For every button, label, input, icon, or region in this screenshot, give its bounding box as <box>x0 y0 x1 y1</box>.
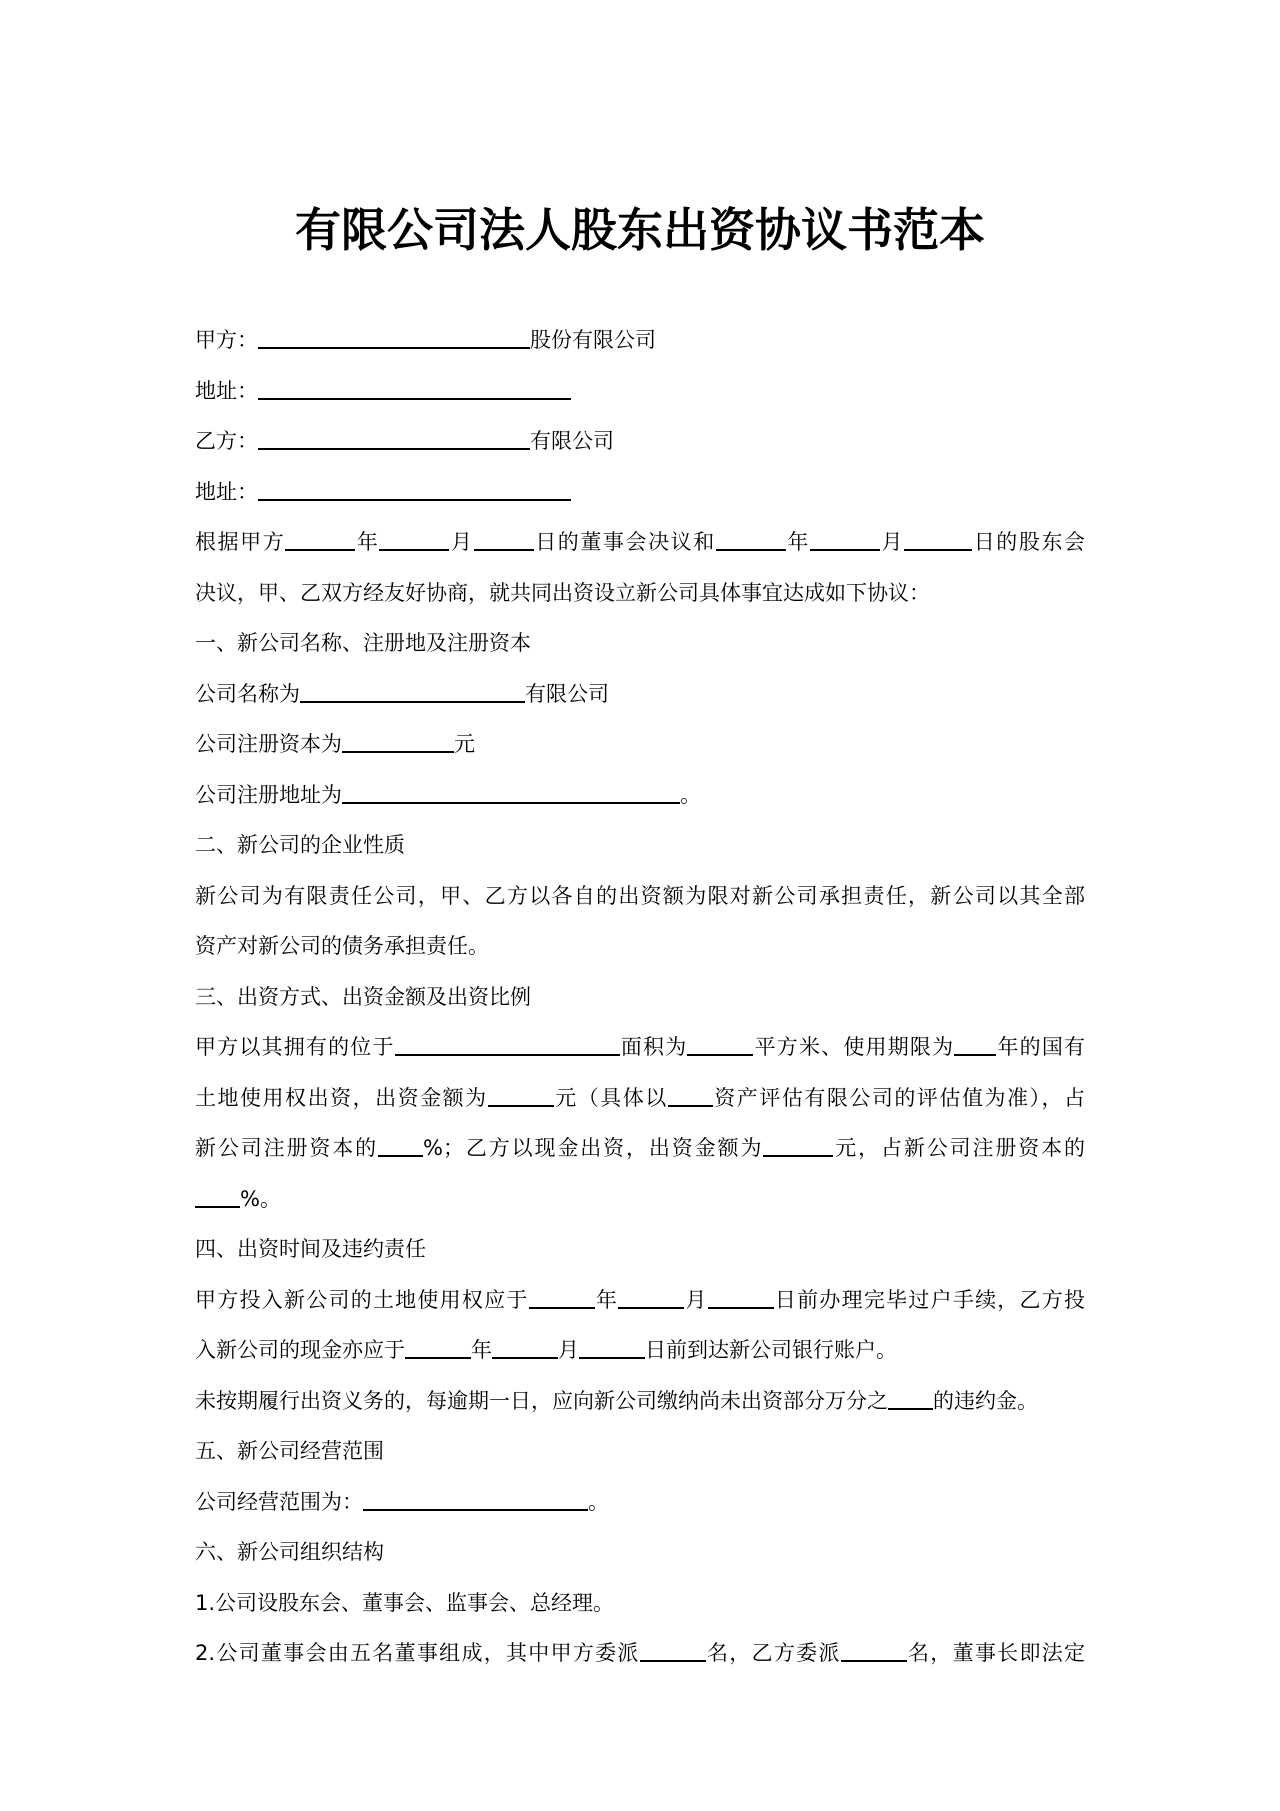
scope-suffix: 。 <box>588 1489 609 1514</box>
s3-text: 面积为 <box>619 1035 688 1059</box>
registered-capital-line <box>195 719 1085 770</box>
page-title: 有限公司法人股东出资协议书范本 <box>295 203 985 257</box>
section-5-heading: 五、新公司经营范围 <box>195 1439 384 1463</box>
land-day-blank[interactable] <box>708 1285 774 1309</box>
board-resolution-text: 日的董事会决议和 <box>533 530 716 554</box>
land-month-blank[interactable] <box>618 1285 684 1309</box>
section-3-heading: 三、出资方式、出资金额及出资比例 <box>195 984 531 1009</box>
month-label: 月 <box>684 1287 708 1312</box>
business-scope-line <box>195 1477 1085 1528</box>
preamble-text: 根据甲方 <box>195 530 286 554</box>
share-year-blank[interactable] <box>716 527 786 551</box>
address-prefix: 公司注册地址为 <box>195 782 342 807</box>
section-2-line-1: 新公司为有限责任公司，甲、乙方以各自的出资额为限对新公司承担责任，新公司以其全部 <box>195 883 1085 908</box>
s3-text: 甲方以其拥有的位于 <box>195 1035 395 1059</box>
business-scope-blank[interactable] <box>363 1487 588 1511</box>
s3-text: 元，占新公司注册资本的 <box>833 1136 1086 1160</box>
capital-suffix: 元 <box>454 732 475 756</box>
s6-text: 2.公司董事会由五名董事组成，其中甲方委派 <box>195 1641 640 1665</box>
company-name-blank[interactable] <box>300 679 525 703</box>
s4-text: 入新公司的现金亦应于 <box>195 1338 405 1362</box>
party-b-address-line <box>195 467 1085 518</box>
section-2-heading: 二、新公司的企业性质 <box>195 833 405 857</box>
month-label: 月 <box>449 530 474 554</box>
land-term-blank[interactable] <box>954 1032 996 1056</box>
section-4-line-2 <box>195 1325 1085 1376</box>
party-b-ratio-blank[interactable] <box>195 1184 240 1208</box>
section-3-line-3 <box>195 1123 1085 1174</box>
section-3-line-4 <box>195 1174 1085 1225</box>
section-3-line-1 <box>195 1022 1085 1073</box>
party-a-label: 甲方： <box>195 328 258 352</box>
board-day-blank[interactable] <box>474 527 534 551</box>
cash-month-blank[interactable] <box>492 1335 558 1359</box>
year-label: 年 <box>594 1287 619 1312</box>
section-4-line-1 <box>195 1275 1085 1326</box>
section-6-item-2 <box>195 1628 1085 1679</box>
party-a-directors-blank[interactable] <box>640 1638 706 1662</box>
capital-prefix: 公司注册资本为 <box>195 732 342 756</box>
party-b-label: 乙方： <box>195 429 258 453</box>
board-year-blank[interactable] <box>285 527 355 551</box>
party-b-address-blank[interactable] <box>258 477 571 501</box>
company-name-suffix: 有限公司 <box>525 681 609 706</box>
preamble-line-1 <box>195 517 1085 568</box>
month-label: 月 <box>558 1338 579 1362</box>
party-b-address-label: 地址： <box>195 479 258 504</box>
company-name-prefix: 公司名称为 <box>195 681 300 706</box>
party-a-ratio-blank[interactable] <box>378 1133 423 1157</box>
party-a-address-label: 地址： <box>195 378 258 403</box>
appraiser-blank[interactable] <box>668 1083 713 1107</box>
s4-text: 日前办理完毕过户手续，乙方投 <box>773 1287 1086 1312</box>
s3-text: 资产评估有限公司的评估值为准），占 <box>712 1085 1086 1110</box>
section-4-line-3 <box>195 1376 1085 1427</box>
share-day-blank[interactable] <box>904 527 972 551</box>
year-label: 年 <box>355 530 380 554</box>
party-a-address-blank[interactable] <box>258 376 571 400</box>
s3-text: 土地使用权出资，出资金额为 <box>195 1085 488 1110</box>
s3-text: 平方米、使用期限为 <box>753 1035 955 1059</box>
section-2-line-2: 资产对新公司的债务承担责任。 <box>195 934 489 958</box>
year-label: 年 <box>785 530 810 554</box>
year-label: 年 <box>471 1338 492 1362</box>
registered-address-blank[interactable] <box>342 780 680 804</box>
cash-day-blank[interactable] <box>579 1335 645 1359</box>
section-1-heading: 一、新公司名称、注册地及注册资本 <box>195 631 531 655</box>
address-suffix: 。 <box>680 782 701 807</box>
penalty-rate-blank[interactable] <box>888 1386 933 1410</box>
section-3-line-2 <box>195 1073 1085 1124</box>
document-body <box>195 315 1085 1679</box>
month-label: 月 <box>879 530 905 554</box>
party-a-suffix: 股份有限公司 <box>530 328 656 352</box>
s4-text: 日前到达新公司银行账户。 <box>645 1338 897 1362</box>
party-a-address-line <box>195 366 1085 417</box>
shareholder-meeting-text: 日的股东会 <box>972 530 1086 554</box>
party-a-amount-blank[interactable] <box>488 1083 554 1107</box>
party-a-line <box>195 315 1085 366</box>
party-b-amount-blank[interactable] <box>763 1133 833 1157</box>
company-name-line <box>195 669 1085 720</box>
land-year-blank[interactable] <box>529 1285 595 1309</box>
party-b-line <box>195 416 1085 467</box>
party-b-directors-blank[interactable] <box>841 1638 907 1662</box>
s3-text: 年的国有 <box>996 1035 1086 1059</box>
s6-text: 名，乙方委派 <box>705 1641 841 1665</box>
scope-prefix: 公司经营范围为： <box>195 1489 363 1514</box>
s6-text: 名，董事长即法定 <box>906 1641 1086 1665</box>
section-6-heading: 六、新公司组织结构 <box>195 1540 384 1564</box>
s4-text: 甲方投入新公司的土地使用权应于 <box>195 1287 529 1312</box>
party-a-blank[interactable] <box>258 325 530 349</box>
s3-text: 新公司注册资本的 <box>195 1136 379 1160</box>
land-area-blank[interactable] <box>687 1032 753 1056</box>
s3-text: %；乙方以现金出资，出资金额为 <box>423 1136 764 1160</box>
party-b-suffix: 有限公司 <box>530 429 614 453</box>
share-month-blank[interactable] <box>810 527 880 551</box>
s3-text: 元（具体以 <box>553 1085 668 1110</box>
board-month-blank[interactable] <box>379 527 449 551</box>
capital-blank[interactable] <box>342 729 454 753</box>
registered-address-line <box>195 770 1085 821</box>
land-location-blank[interactable] <box>395 1032 620 1056</box>
cash-year-blank[interactable] <box>405 1335 471 1359</box>
s4-text: 的违约金。 <box>933 1388 1038 1413</box>
section-4-heading: 四、出资时间及违约责任 <box>195 1237 426 1261</box>
s4-text: 未按期履行出资义务的，每逾期一日，应向新公司缴纳尚未出资部分万分之 <box>195 1388 888 1413</box>
s3-text: %。 <box>240 1186 281 1211</box>
section-6-item-1: 1.公司设股东会、董事会、监事会、总经理。 <box>195 1590 615 1615</box>
preamble-line-2: 决议，甲、乙双方经友好协商，就共同出资设立新公司具体事宜达成如下协议： <box>195 580 930 605</box>
party-b-blank[interactable] <box>258 426 530 450</box>
